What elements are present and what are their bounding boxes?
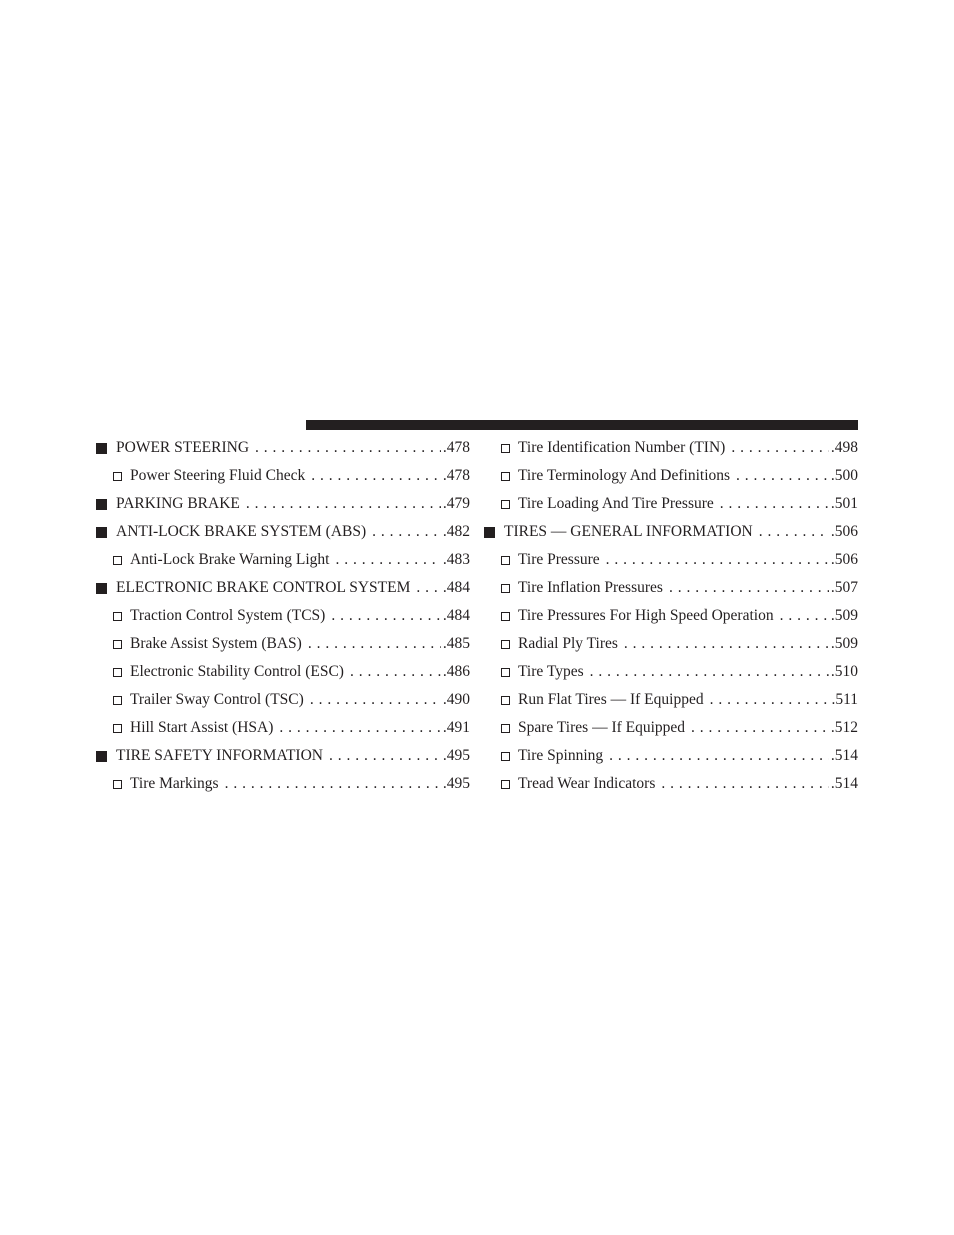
toc-page-number: .510 <box>830 663 858 680</box>
toc-page-number: .482 <box>442 523 470 540</box>
toc-page-number: .485 <box>442 635 470 652</box>
header-rule <box>306 420 858 430</box>
toc-page-number: .490 <box>442 691 470 708</box>
hollow-square-bullet-icon <box>484 556 518 565</box>
toc-page-number: .500 <box>830 467 858 484</box>
toc-page-number: .509 <box>830 635 858 652</box>
toc-page-number: .498 <box>830 439 858 456</box>
hollow-square-bullet-icon <box>96 780 130 789</box>
dot-leader <box>416 579 441 597</box>
toc-page-number: .506 <box>830 523 858 540</box>
dot-leader <box>606 551 829 569</box>
dot-leader <box>350 663 441 681</box>
dot-leader <box>590 663 829 681</box>
toc-entry-label: Tire Inflation Pressures <box>518 579 663 596</box>
hollow-square-bullet-icon <box>96 640 130 649</box>
hollow-square-bullet-icon <box>96 668 130 677</box>
toc-subsection-entry[interactable] <box>96 630 470 658</box>
toc-section-entry[interactable] <box>96 434 470 462</box>
filled-square-bullet-icon <box>96 527 116 538</box>
toc-entry-label: Spare Tires — If Equipped <box>518 719 686 736</box>
toc-entry-label: Brake Assist System (BAS) <box>130 635 302 652</box>
dot-leader <box>720 495 829 513</box>
toc-subsection-entry[interactable] <box>484 574 858 602</box>
hollow-square-bullet-icon <box>484 780 518 789</box>
toc-right-column <box>484 434 858 798</box>
toc-page-number: .483 <box>442 551 470 568</box>
toc-section-entry[interactable] <box>96 518 470 546</box>
toc-entry-label: Tire Pressures For High Speed Operation <box>518 607 774 624</box>
toc-page-number: .495 <box>442 747 470 764</box>
hollow-square-bullet-icon <box>484 584 518 593</box>
dot-leader <box>710 691 830 709</box>
toc-subsection-entry[interactable] <box>484 742 858 770</box>
toc-entry-label: Anti-Lock Brake Warning Light <box>130 551 330 568</box>
toc-page-number: .512 <box>830 719 858 736</box>
toc-section-entry[interactable] <box>96 490 470 518</box>
dot-leader <box>759 523 829 541</box>
toc-page-number: .501 <box>830 495 858 512</box>
toc-section-entry[interactable] <box>96 742 470 770</box>
dot-leader <box>331 607 441 625</box>
toc-page-number: .495 <box>442 775 470 792</box>
toc-subsection-entry[interactable] <box>484 630 858 658</box>
hollow-square-bullet-icon <box>484 724 518 733</box>
toc-entry-label: Tire Pressure <box>518 551 600 568</box>
dot-leader <box>308 635 441 653</box>
toc-page-number: .514 <box>830 747 858 764</box>
toc-page-number: .479 <box>442 495 470 512</box>
toc-entry-label: Hill Start Assist (HSA) <box>130 719 274 736</box>
hollow-square-bullet-icon <box>484 500 518 509</box>
dot-leader <box>780 607 829 625</box>
toc-page-number: .478 <box>442 467 470 484</box>
toc-subsection-entry[interactable] <box>484 434 858 462</box>
toc-subsection-entry[interactable] <box>484 602 858 630</box>
dot-leader <box>372 523 441 541</box>
hollow-square-bullet-icon <box>96 724 130 733</box>
hollow-square-bullet-icon <box>484 444 518 453</box>
dot-leader <box>731 439 829 457</box>
hollow-square-bullet-icon <box>96 472 130 481</box>
toc-entry-label: Tire Identification Number (TIN) <box>518 439 726 456</box>
dot-leader <box>311 467 441 485</box>
toc-entry-label: Electronic Stability Control (ESC) <box>130 663 344 680</box>
toc-page-number: .484 <box>442 607 470 624</box>
toc-section-entry[interactable] <box>96 574 470 602</box>
toc-entry-label: TIRES — GENERAL INFORMATION <box>504 523 753 540</box>
toc-page-number: .507 <box>830 579 858 596</box>
toc-left-column <box>96 434 470 798</box>
toc-page-number: .511 <box>831 691 858 708</box>
toc-entry-label: PARKING BRAKE <box>116 495 240 512</box>
toc-page-number: .506 <box>830 551 858 568</box>
toc-subsection-entry[interactable] <box>96 658 470 686</box>
dot-leader <box>661 775 829 793</box>
toc-entry-label: ELECTRONIC BRAKE CONTROL SYSTEM <box>116 579 411 596</box>
hollow-square-bullet-icon <box>484 640 518 649</box>
toc-page-number: .478 <box>442 439 470 456</box>
dot-leader <box>329 747 441 765</box>
toc-subsection-entry[interactable] <box>484 658 858 686</box>
toc-section-entry[interactable] <box>484 518 858 546</box>
hollow-square-bullet-icon <box>96 612 130 621</box>
toc-entry-label: Radial Ply Tires <box>518 635 618 652</box>
toc-subsection-entry[interactable] <box>484 686 858 714</box>
dot-leader <box>255 439 441 457</box>
toc-page-number: .484 <box>442 579 470 596</box>
filled-square-bullet-icon <box>96 499 116 510</box>
toc-entry-label: Power Steering Fluid Check <box>130 467 306 484</box>
hollow-square-bullet-icon <box>96 696 130 705</box>
filled-square-bullet-icon <box>96 751 116 762</box>
toc-subsection-entry[interactable] <box>96 602 470 630</box>
toc-page-number: .509 <box>830 607 858 624</box>
dot-leader <box>624 635 829 653</box>
dot-leader <box>609 747 829 765</box>
dot-leader <box>691 719 829 737</box>
toc-entry-label: POWER STEERING <box>116 439 250 456</box>
toc-subsection-entry[interactable] <box>96 462 470 490</box>
toc-entry-label: Tire Types <box>518 663 584 680</box>
dot-leader <box>225 775 441 793</box>
hollow-square-bullet-icon <box>484 668 518 677</box>
filled-square-bullet-icon <box>96 583 116 594</box>
toc-entry-label: Tire Markings <box>130 775 219 792</box>
toc-subsection-entry[interactable] <box>96 770 470 798</box>
toc-entry-label: Tread Wear Indicators <box>518 775 656 792</box>
toc-subsection-entry[interactable] <box>96 686 470 714</box>
hollow-square-bullet-icon <box>484 696 518 705</box>
toc-subsection-entry[interactable] <box>484 770 858 798</box>
toc-entry-label: Trailer Sway Control (TSC) <box>130 691 304 708</box>
dot-leader <box>669 579 829 597</box>
hollow-square-bullet-icon <box>484 612 518 621</box>
dot-leader <box>336 551 441 569</box>
toc-subsection-entry[interactable] <box>96 546 470 574</box>
toc-entry-label: TIRE SAFETY INFORMATION <box>116 747 323 764</box>
filled-square-bullet-icon <box>96 443 116 454</box>
toc-entry-label: Tire Spinning <box>518 747 604 764</box>
toc-subsection-entry[interactable] <box>96 714 470 742</box>
hollow-square-bullet-icon <box>484 752 518 761</box>
filled-square-bullet-icon <box>484 527 504 538</box>
toc-page-number: .514 <box>830 775 858 792</box>
dot-leader <box>310 691 441 709</box>
hollow-square-bullet-icon <box>484 472 518 481</box>
hollow-square-bullet-icon <box>96 556 130 565</box>
dot-leader <box>246 495 441 513</box>
toc-entry-label: Tire Terminology And Definitions <box>518 467 731 484</box>
toc-subsection-entry[interactable] <box>484 546 858 574</box>
dot-leader <box>279 719 440 737</box>
dot-leader <box>736 467 829 485</box>
toc-entry-label: ANTI-LOCK BRAKE SYSTEM (ABS) <box>116 523 367 540</box>
toc-subsection-entry[interactable] <box>484 490 858 518</box>
toc-entry-label: Traction Control System (TCS) <box>130 607 326 624</box>
toc-subsection-entry[interactable] <box>484 462 858 490</box>
toc-entry-label: Run Flat Tires — If Equipped <box>518 691 704 708</box>
toc-subsection-entry[interactable] <box>484 714 858 742</box>
toc-entry-label: Tire Loading And Tire Pressure <box>518 495 714 512</box>
toc-page-number: .491 <box>442 719 470 736</box>
toc-page-number: .486 <box>442 663 470 680</box>
